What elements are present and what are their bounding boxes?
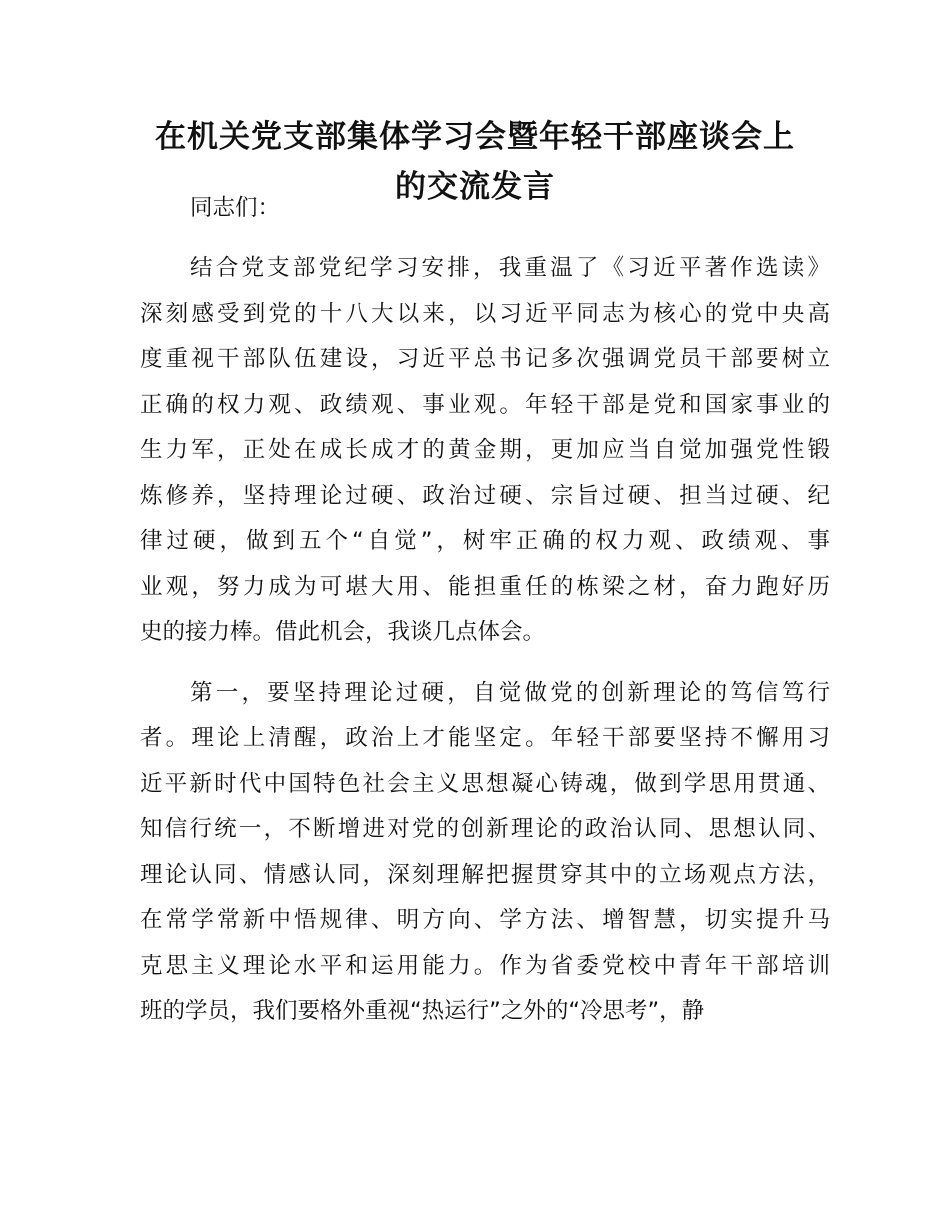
- paragraph-line: 者。理论上清醒，政治上才能坚定。年轻干部要坚持不懈用习: [140, 725, 830, 751]
- paragraph-line: 知信行统一，不断增进对党的创新理论的政治认同、思想认同、: [140, 816, 830, 842]
- document-body: [140, 185, 830, 1035]
- paragraph-line: 近平新时代中国特色社会主义思想凝心铸魂，做到学思用贯通、: [140, 770, 830, 797]
- paragraph-line: 史的接力棒。借此机会，我谈几点体会。: [140, 619, 546, 645]
- paragraph-line: 在常学常新中悟规律、明方向、学方法、增智慧，切实提升马: [140, 907, 830, 933]
- paragraph-line: 理论认同、情感认同，深刻理解把握贯穿其中的立场观点方法，: [140, 861, 830, 888]
- paragraph-line: 深刻感受到党的十八大以来，以习近平同志为核心的党中央高: [140, 300, 830, 327]
- paragraph-line: 班的学员，我们要格外重视“热运行”之外的“冷思考”，静: [140, 998, 705, 1024]
- paragraph-line: 生力军，正处在成长成才的黄金期，更加应当自觉加强党性锻: [140, 437, 830, 463]
- paragraph-line: 律过硬，做到五个“自觉”，树牢正确的权力观、政绩观、事: [140, 528, 830, 554]
- paragraph-line: 正确的权力观、政绩观、事业观。年轻干部是党和国家事业的: [140, 391, 830, 418]
- title-line-1: 在机关党支部集体学习会暨年轻干部座谈会上: [155, 119, 795, 155]
- paragraph-line: 克思主义理论水平和运用能力。作为省委党校中青年干部培训: [140, 952, 830, 979]
- title-line-2: 的交流发言: [395, 169, 555, 205]
- paragraph-line: 度重视干部队伍建设，习近平总书记多次强调党员干部要树立: [140, 346, 830, 372]
- paragraph-line: 业观，努力成为可堪大用、能担重任的栋梁之材，奋力跑好历: [140, 573, 830, 600]
- paragraph-1: [140, 246, 830, 656]
- paragraph-line: 炼修养，坚持理论过硬、政治过硬、宗旨过硬、担当过硬、纪: [140, 482, 830, 509]
- paragraph-line: 结合党支部党纪学习安排，我重温了《习近平著作选读》: [190, 255, 830, 281]
- greeting: 同志们：: [190, 195, 281, 221]
- paragraph-line: 第一，要坚持理论过硬，自觉做党的创新理论的笃信笃行: [190, 679, 830, 706]
- paragraph-2: [140, 671, 830, 1035]
